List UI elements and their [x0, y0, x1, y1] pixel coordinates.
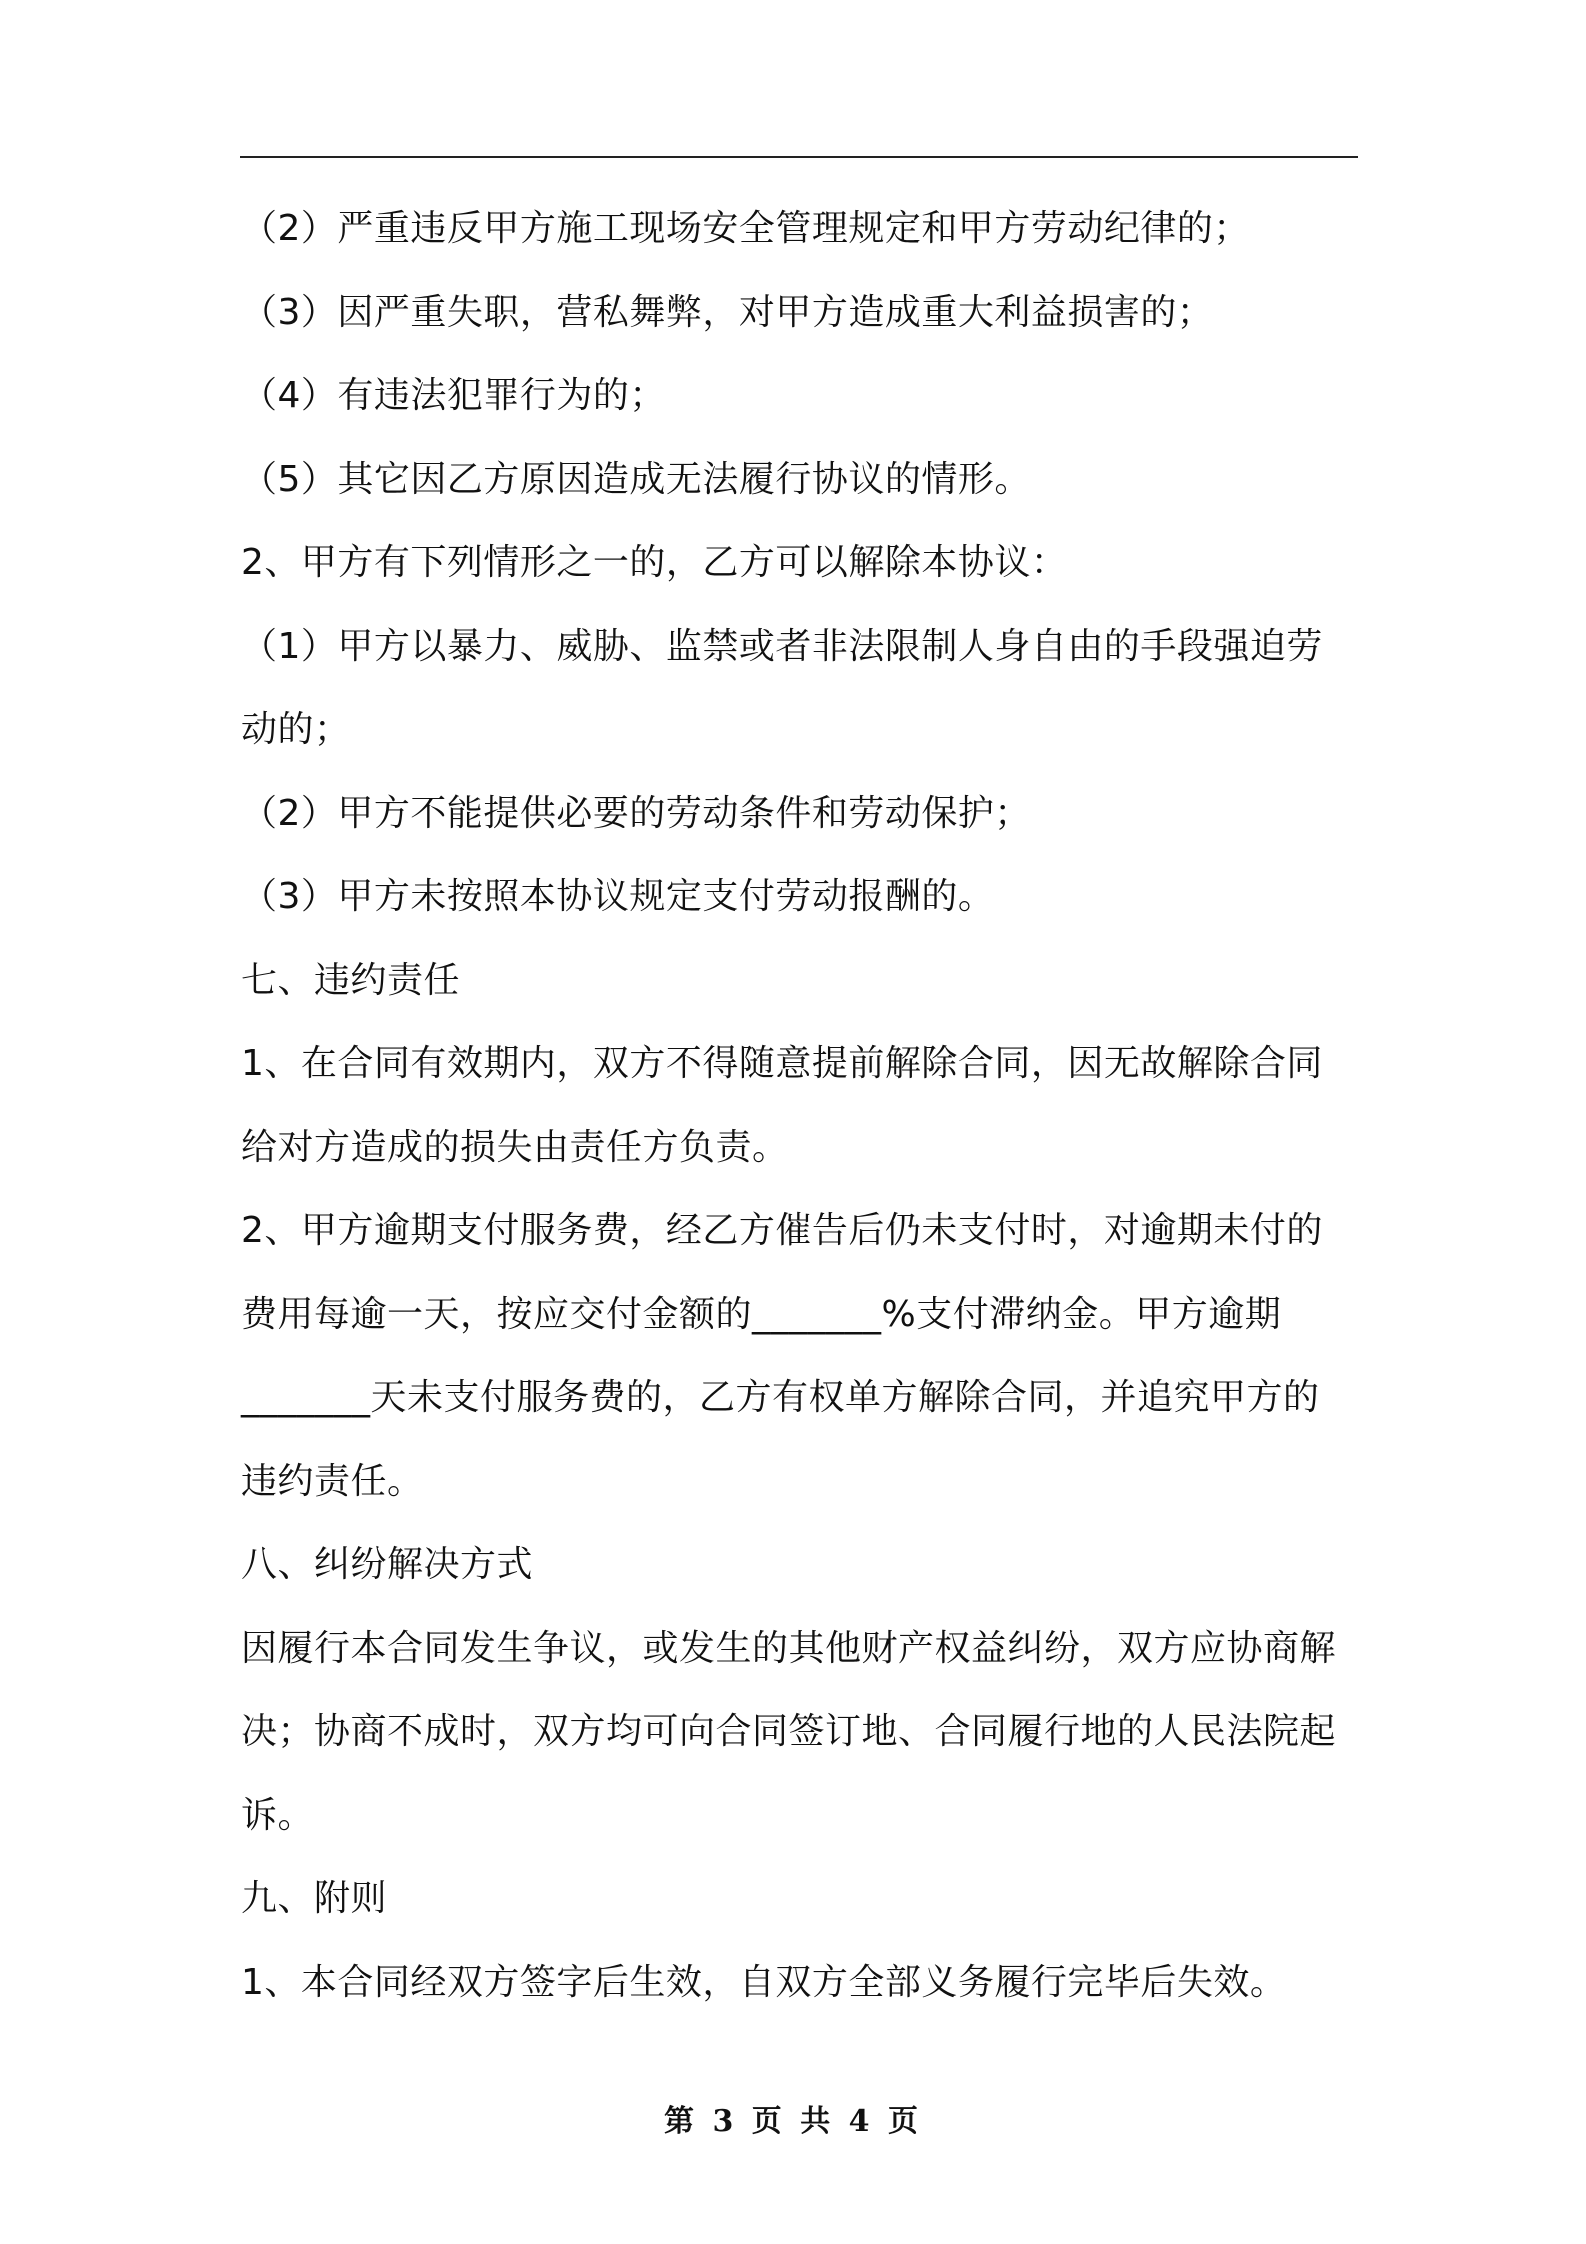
text-line: 动的；: [241, 709, 351, 750]
text-line: 因履行本合同发生争议，或发生的其他财产权益纠纷，双方应协商解: [241, 1627, 1337, 1669]
section-heading: 八、纠纷解决方式: [241, 1544, 534, 1585]
text-line: （2）甲方不能提供必要的劳动条件和劳动保护；: [241, 792, 1031, 834]
text-line: （1）甲方以暴力、威胁、监禁或者非法限制人身自由的手段强迫劳: [241, 625, 1323, 667]
text-line: 2、甲方逾期支付服务费，经乙方催告后仍未支付时，对逾期未付的: [241, 1210, 1323, 1251]
text-line: （4）有违法犯罪行为的；: [241, 375, 666, 416]
text-line: （3）甲方未按照本协议规定支付劳动报酬的。: [241, 876, 995, 917]
section-heading: 七、违约责任: [241, 959, 461, 1001]
text-line: 违约责任。: [241, 1460, 424, 1502]
text-line: （5）其它因乙方原因造成无法履行协议的情形。: [241, 458, 1031, 500]
page-number-footer: 第 3 页 共 4 页: [664, 2104, 922, 2139]
text-line: 决；协商不成时，双方均可向合同签订地、合同履行地的人民法院起: [241, 1711, 1337, 1752]
text-line: 诉。: [241, 1794, 315, 1836]
header-rule: [240, 156, 1358, 158]
section-heading: 九、附则: [241, 1878, 388, 1919]
text-line: 给对方造成的损失由责任方负责。: [241, 1126, 789, 1168]
text-line: 费用每逾一天，按应交付金额的_______%支付滞纳金。甲方逾期: [241, 1293, 1282, 1335]
text-line: _______天未支付服务费的，乙方有权单方解除合同，并追究甲方的: [241, 1377, 1320, 1418]
text-line: 2、甲方有下列情形之一的，乙方可以解除本协议：: [241, 542, 1068, 583]
text-line: 1、在合同有效期内，双方不得随意提前解除合同，因无故解除合同: [241, 1043, 1323, 1084]
text-line: （3）因严重失职，营私舞弊，对甲方造成重大利益损害的；: [241, 291, 1214, 333]
text-line: （2）严重违反甲方施工现场安全管理规定和甲方劳动纪律的；: [241, 208, 1250, 249]
text-line: 1、本合同经双方签字后生效，自双方全部义务履行完毕后失效。: [241, 1961, 1287, 2003]
document-body: [241, 197, 1363, 2034]
